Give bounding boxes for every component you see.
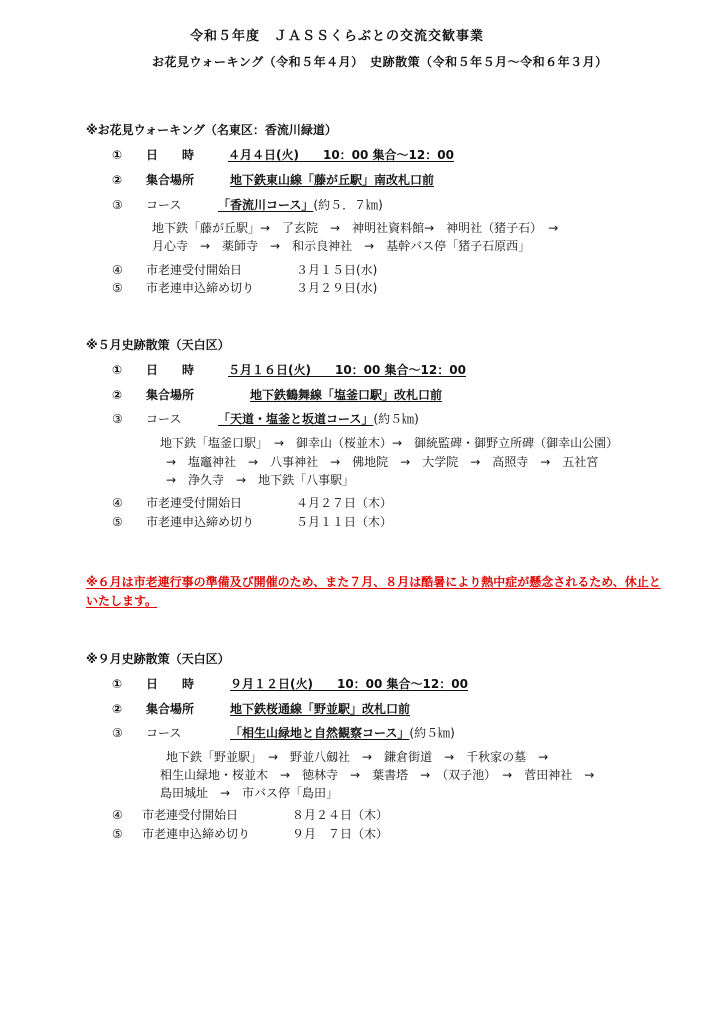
item-label: 市老連申込締め切り (146, 281, 255, 295)
row-reception-start (112, 497, 392, 509)
route-line: → 塩竈神社 → 八事神社 → 佛地院 → 大学院 → 高照寺 → 五社宮 (166, 455, 599, 469)
item-label: コース (146, 726, 182, 740)
row-meeting-place (112, 389, 442, 401)
item-label: 集合場所 (146, 702, 195, 716)
item-value: ５月１１日（木） (296, 515, 393, 529)
item-value: 地下鉄鶴舞線「塩釜口駅」改札口前 (250, 388, 443, 402)
row-course (112, 199, 383, 211)
item-value: ３月１５日(水) (296, 263, 378, 277)
item-label: 市老連受付開始日 (146, 263, 243, 277)
item-label: 市老連受付開始日 (146, 496, 243, 510)
item-number: ① (112, 677, 123, 691)
item-label: 日 時 (146, 363, 195, 377)
item-value: 地下鉄桜通線「野並駅」改札口前 (230, 702, 411, 716)
item-label: 日 時 (146, 677, 195, 691)
row-datetime (112, 678, 468, 690)
route-line: 地下鉄「藤が丘駅」→ 了玄院 → 神明社資料館→ 神明社（猪子石） → (152, 221, 559, 235)
item-number: ① (112, 148, 123, 162)
document-subtitle: お花見ウォーキング（令和５年４月） 史跡散策（令和５年５月～令和６年３月） (152, 55, 608, 69)
item-value: ３月２９日(水) (296, 281, 378, 295)
item-number: ⑤ (112, 515, 123, 529)
row-datetime (112, 149, 454, 161)
route-line: 月心寺 → 薬師寺 → 和示良神社 → 基幹バス停「猪子石原西」 (152, 239, 531, 253)
item-value: ９月 ７日（木） (292, 827, 389, 841)
item-number: ③ (112, 726, 123, 740)
item-number: ⑤ (112, 281, 123, 295)
row-reception-start (112, 264, 377, 276)
item-number: ① (112, 363, 123, 377)
suspension-notice: ※６月は市老連行事の準備及び開催のため、また７月、８月は酷暑により熱中症が懸念されるため、休止といたします。 (86, 575, 661, 608)
item-number: ④ (112, 808, 123, 822)
row-reception-start (112, 809, 388, 821)
item-number: ③ (112, 198, 123, 212)
item-number: ② (112, 388, 123, 402)
item-label: 日 時 (146, 148, 195, 162)
course-name: 「天道・塩釜と坂道コース」 (218, 412, 374, 426)
document-title: 令和５年度 ＪＡＳＳくらぶとの交流交歓事業 (190, 29, 485, 44)
item-label: 市老連申込締め切り (142, 827, 251, 841)
course-name: 「相生山緑地と自然観察コース」 (230, 726, 410, 740)
route-line: → 浄久寺 → 地下鉄「八事駅」 (166, 473, 355, 487)
section-heading: ※９月史跡散策（天白区） (86, 652, 230, 666)
item-label: 集合場所 (146, 173, 195, 187)
row-meeting-place (112, 174, 434, 186)
item-value: ８月２４日（木） (292, 808, 389, 822)
route-line: 相生山緑地・桜並木 → 徳林寺 → 葉書塔 → （双子池） → 菅田神社 → (160, 768, 595, 782)
row-application-deadline (112, 828, 388, 840)
row-meeting-place (112, 703, 410, 715)
section-heading: ※お花見ウォーキング（名東区：香流川緑道） (86, 123, 337, 137)
row-datetime (112, 364, 466, 376)
row-course (112, 413, 419, 425)
item-number: ⑤ (112, 827, 123, 841)
route-line: 島田城址 → 市バス停「島田」 (160, 786, 339, 800)
course-distance: (約５㎞) (409, 726, 455, 740)
course-distance: (約５．７㎞) (313, 198, 383, 212)
row-application-deadline (112, 516, 392, 528)
item-value: ４月４日(火) 10：00 集合～12：00 (228, 148, 454, 162)
item-value: ５月１６日(火) 10：00 集合～12：00 (228, 363, 466, 377)
item-label: コース (146, 412, 182, 426)
item-number: ② (112, 702, 123, 716)
item-number: ④ (112, 263, 123, 277)
item-label: 集合場所 (146, 388, 195, 402)
route-line: 地下鉄「野並駅」 → 野並八劔社 → 鎌倉街道 → 千秋家の墓 → (166, 750, 549, 764)
item-value: ４月２７日（木） (296, 496, 393, 510)
item-value: 地下鉄東山線「藤が丘駅」南改札口前 (230, 173, 435, 187)
item-label: 市老連申込締め切り (146, 515, 255, 529)
item-label: 市老連受付開始日 (142, 808, 239, 822)
item-number: ② (112, 173, 123, 187)
row-course (112, 727, 455, 739)
item-number: ③ (112, 412, 123, 426)
route-line: 地下鉄「塩釜口駅」 → 御幸山（桜並木）→ 御統監碑・御野立所碑（御幸山公園） (160, 436, 619, 450)
row-application-deadline (112, 282, 377, 294)
course-name: 「香流川コース」 (218, 198, 314, 212)
item-number: ④ (112, 496, 123, 510)
course-distance: (約５㎞) (373, 412, 419, 426)
item-label: コース (146, 198, 182, 212)
item-value: ９月１２日(火) 10：00 集合～12：00 (230, 677, 468, 691)
section-heading: ※５月史跡散策（天白区） (86, 338, 230, 352)
